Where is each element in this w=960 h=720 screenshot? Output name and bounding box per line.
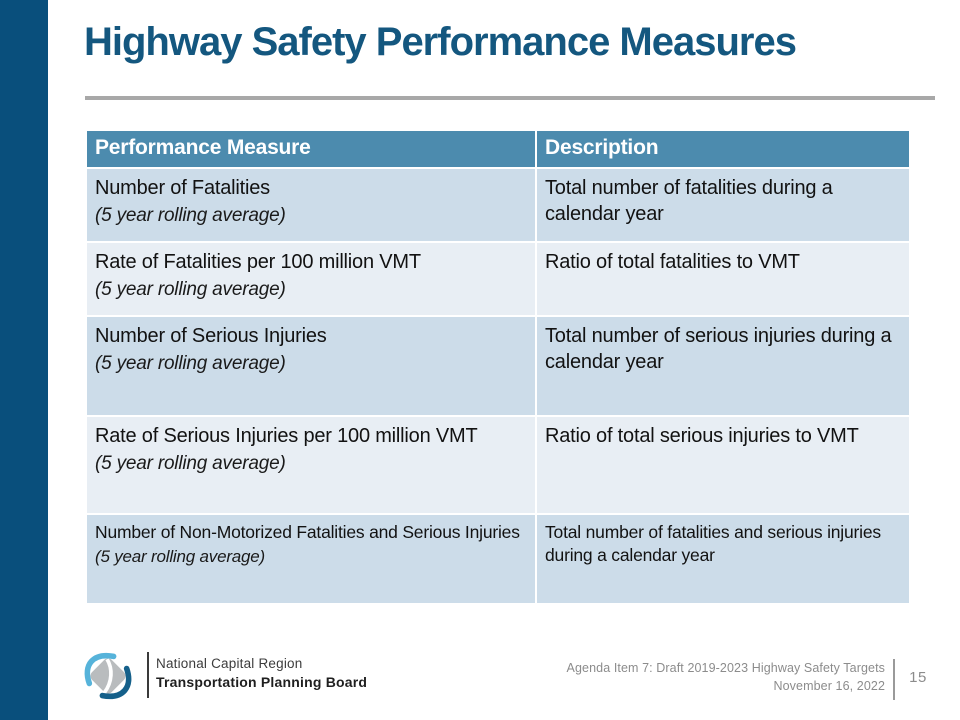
measure-text: Number of Serious Injuries (95, 325, 327, 347)
org-name-line1: National Capital Region (156, 656, 303, 671)
measure-cell (87, 243, 535, 315)
description-cell: Total number of serious injuries during a calendar year (537, 317, 909, 415)
description-cell: Total number of fatalities and serious injuries during a calendar year (537, 515, 909, 603)
title-divider-rule (85, 96, 935, 100)
measure-cell (87, 169, 535, 241)
measure-text: Rate of Serious Injuries per 100 million VMT (95, 425, 478, 447)
organization-name (156, 656, 367, 690)
measure-note: (5 year rolling average) (95, 205, 286, 227)
agenda-date: November 16, 2022 (773, 679, 885, 694)
table-header-row (87, 131, 909, 167)
measure-cell (87, 515, 535, 603)
page-number: 15 (909, 669, 927, 686)
measure-cell (87, 417, 535, 513)
table-row (87, 317, 909, 415)
logo-text-divider (147, 652, 149, 698)
description-cell: Total number of fatalities during a calendar year (537, 169, 909, 241)
description-cell: Ratio of total fatalities to VMT (537, 243, 909, 315)
slide-title: Highway Safety Performance Measures (84, 20, 796, 64)
org-name-line2: Transportation Planning Board (156, 674, 368, 690)
measure-note: (5 year rolling average) (95, 279, 286, 301)
measure-note: (5 year rolling average) (95, 353, 286, 375)
table-row (87, 417, 909, 513)
measure-note: (5 year rolling average) (95, 453, 286, 475)
tpb-logo-icon (80, 648, 136, 704)
measure-text: Rate of Fatalities per 100 million VMT (95, 251, 421, 273)
agenda-title: Agenda Item 7: Draft 2019-2023 Highway Safety Targets (566, 661, 885, 675)
left-accent-bar (0, 0, 48, 720)
measure-text: Number of Non-Motorized Fatalities and Serious Injuries (95, 522, 520, 542)
column-header-description: Description (537, 131, 909, 167)
page-number-divider (893, 659, 895, 700)
table-row (87, 515, 909, 603)
table-row (87, 243, 909, 315)
footer-agenda-text (567, 659, 885, 695)
description-cell: Ratio of total serious injuries to VMT (537, 417, 909, 513)
table-row (87, 169, 909, 241)
measure-note: (5 year rolling average) (95, 547, 266, 567)
performance-measures-table (85, 129, 911, 605)
column-header-performance-measure: Performance Measure (87, 131, 535, 167)
measure-text: Number of Fatalities (95, 177, 270, 199)
measure-cell (87, 317, 535, 415)
